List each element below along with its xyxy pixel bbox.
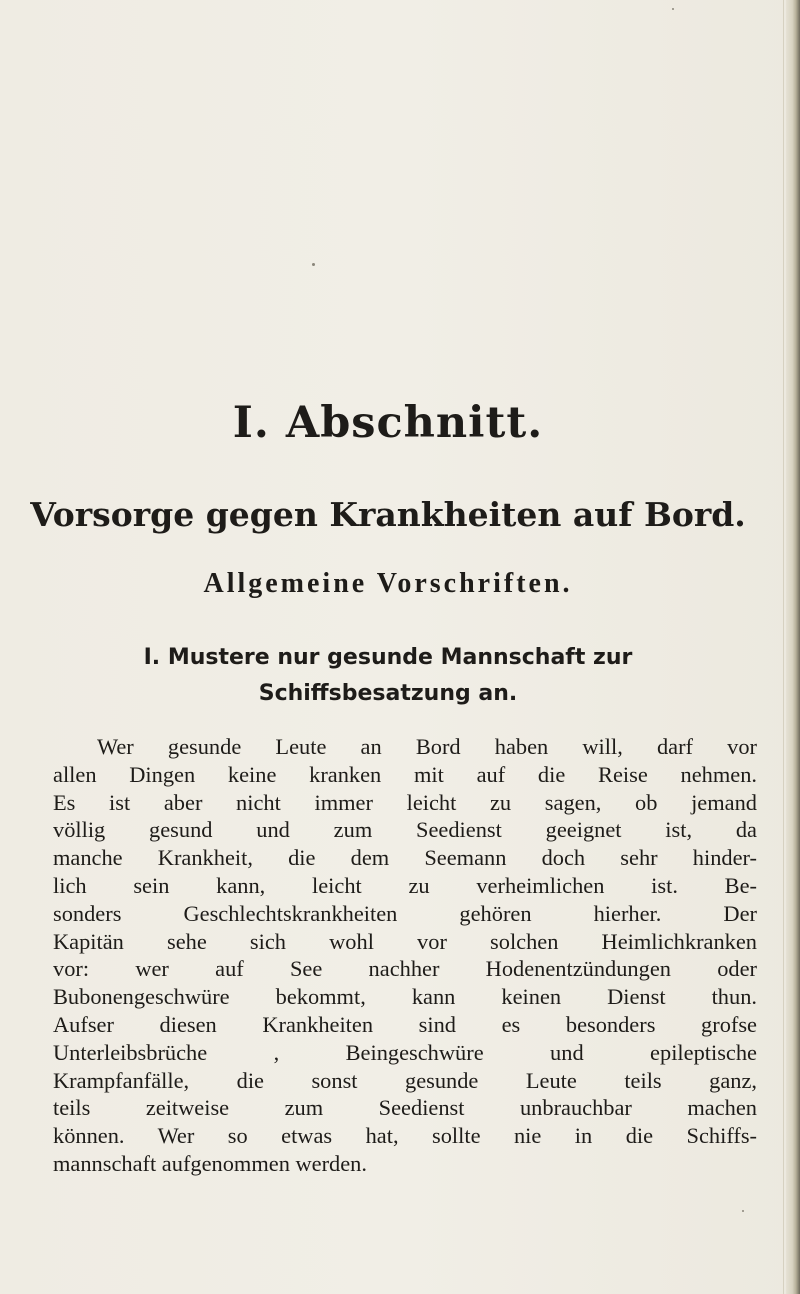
rule-heading-line: I. Mustere nur gesunde Mannschaft zur: [143, 645, 633, 670]
paragraph-line: Es ist aber nicht immer leicht zu sagen, ob jemand: [53, 789, 757, 815]
paragraph-line: lich sein kann, leicht zu verheimlichen ist. Be-: [53, 872, 757, 898]
paragraph-line: Krampfanfälle, die sonst gesunde Leute teils ganz,: [53, 1067, 757, 1093]
rule-heading-line: Schiffsbesatzung an.: [258, 681, 518, 706]
body-paragraph: [53, 733, 757, 1178]
paragraph-line: mannschaft aufgenommen werden.: [53, 1150, 367, 1176]
paragraph-line: vor: wer auf See nachher Hodenentzündungen oder: [53, 956, 757, 982]
paragraph-line: Aufser diesen Krankheiten sind es besonders grofse: [53, 1011, 757, 1037]
paragraph-line: Unterleibsbrüche , Beingeschwüre und epileptische: [53, 1039, 757, 1065]
paper-speck: [742, 1210, 744, 1212]
paragraph-line: teils zeitweise zum Seedienst unbrauchbar machen: [53, 1095, 757, 1121]
chapter-subtitle: Vorsorge gegen Krankheiten auf Bord.: [30, 495, 746, 534]
paragraph-line: Kapitän sehe sich wohl vor solchen Heimlichkranken: [53, 928, 757, 954]
paragraph-line: Wer gesunde Leute an Bord haben will, darf vor: [97, 734, 757, 759]
paragraph-line: völlig gesund und zum Seedienst geeignet ist, da: [53, 817, 757, 843]
section-heading: Allgemeine Vorschriften.: [203, 568, 573, 599]
paragraph-line: allen Dingen keine kranken mit auf die Reise nehmen.: [53, 761, 757, 787]
rule-heading: [0, 640, 776, 712]
paragraph-line: Bubonengeschwüre bekommt, kann keinen Dienst thun.: [53, 984, 757, 1010]
paragraph-line: manche Krankheit, die dem Seemann doch sehr hinder-: [53, 845, 757, 871]
paragraph-line: können. Wer so etwas hat, sollte nie in die Schiffs-: [53, 1123, 757, 1149]
page-edge-shadow: [786, 0, 800, 1294]
paper-speck: [672, 8, 674, 10]
paper-speck: [312, 263, 315, 266]
chapter-title: I. Abschnitt.: [232, 398, 544, 448]
page-edge-line: [783, 0, 784, 1294]
paragraph-line: sonders Geschlechtskrankheiten gehören hierher. Der: [53, 900, 757, 926]
